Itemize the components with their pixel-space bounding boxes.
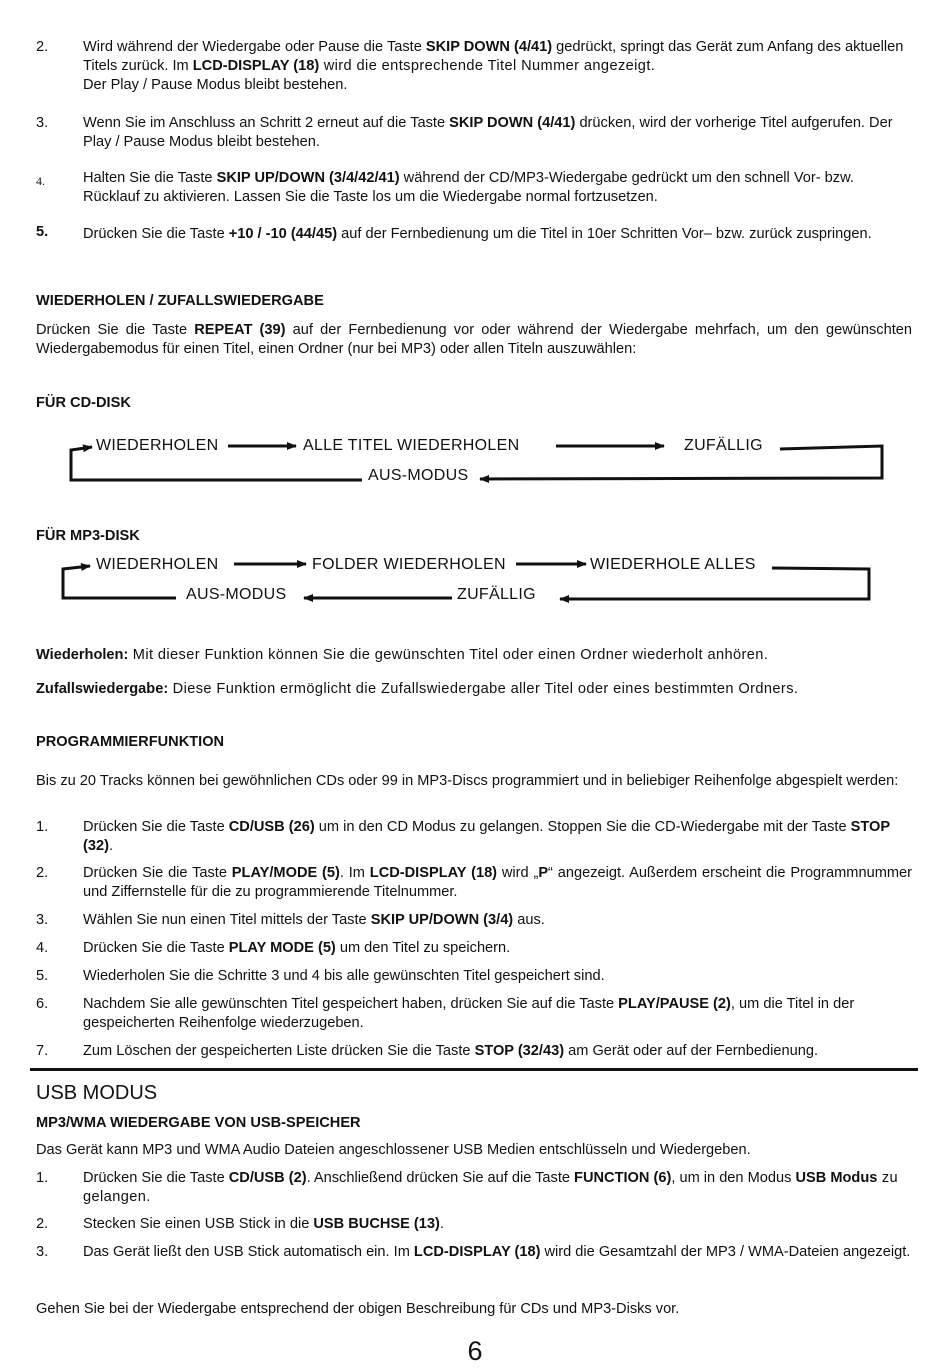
item-number: 2. — [36, 1216, 49, 1232]
mp3-label-random: ZUFÄLLIG — [457, 586, 536, 603]
usb-intro: Das Gerät kann MP3 und WMA Audio Dateien angeschlossener USB Medien entschlüsseln und Wiedergeben. — [36, 1142, 751, 1158]
item-text: Drücken Sie die Taste PLAY/MODE (5). Im LCD-DISPLAY (18) wird „P“ angezeigt. Außerdem erscheint die Programmnummer und Ziffernstelle für die zu programmierende Titelnummer. — [83, 865, 912, 900]
section-heading: WIEDERHOLEN / ZUFALLSWIEDERGABE — [36, 293, 324, 309]
item-text: Nachdem Sie alle gewünschten Titel gespeichert haben, drücken Sie auf die Taste PLAY/PAUSE (2), um die Titel in der gespeicherten Reihenfolge wiederzugeben. — [83, 996, 855, 1031]
section-divider — [30, 1068, 918, 1071]
item-text: Wenn Sie im Anschluss an Schritt 2 erneut auf die Taste SKIP DOWN (4/41) drücken, wird der vorherige Titel aufgerufen. Der Play / Pause Modus bleibt bestehen. — [83, 115, 893, 150]
list-item — [36, 818, 912, 856]
item-number: 3. — [36, 1244, 49, 1260]
item-number: 1. — [36, 819, 49, 835]
item-number: 3. — [36, 912, 49, 928]
list-item — [36, 911, 912, 930]
mp3-disk-heading: FÜR MP3-DISK — [36, 528, 140, 544]
item-number: 4. — [36, 940, 49, 956]
item-number: 2. — [36, 865, 49, 881]
item-text: Stecken Sie einen USB Stick in die USB BUCHSE (13). — [83, 1216, 444, 1232]
program-heading: PROGRAMMIERFUNKTION — [36, 734, 225, 750]
item-number: 2. — [36, 39, 49, 55]
item-text: Drücken Sie die Taste PLAY MODE (5) um den Titel zu speichern. — [83, 940, 511, 956]
cd-label-repeat-all: ALLE TITEL WIEDERHOLEN — [303, 437, 520, 454]
item-text: Wird während der Wiedergabe oder Pause die Taste SKIP DOWN (4/41) gedrückt, springt das Gerät zum Anfang des aktuellen Titels zurück. Im LCD-DISPLAY (18) wird die entsprechende Titel Nummer angezeigt. Der Play / Pause Modus bleibt bestehen. — [83, 39, 904, 93]
usb-subheading: MP3/WMA WIEDERGABE VON USB-SPEICHER — [36, 1115, 361, 1131]
item-text: Drücken Sie die Taste +10 / -10 (44/45) auf der Fernbedienung um die Titel in 10er Schritten Vor– bzw. zurück zuspringen. — [83, 226, 872, 242]
cd-label-random: ZUFÄLLIG — [684, 437, 763, 454]
list-item — [36, 1042, 912, 1061]
cd-disk-heading: FÜR CD-DISK — [36, 395, 131, 411]
mp3-label-folder: FOLDER WIEDERHOLEN — [312, 556, 506, 573]
cd-label-off: AUS-MODUS — [368, 467, 469, 484]
list-item — [36, 939, 912, 958]
item-number: 3. — [36, 115, 49, 131]
list-item — [36, 1243, 912, 1262]
page-number: 6 — [467, 1336, 483, 1366]
item-number: 5. — [36, 224, 49, 240]
item-text: Wiederholen Sie die Schritte 3 und 4 bis alle gewünschten Titel gespeichert sind. — [83, 968, 605, 984]
mp3-label-repeat: WIEDERHOLEN — [96, 556, 219, 573]
item-number: 4. — [36, 174, 45, 188]
cd-return-arrow — [480, 446, 882, 479]
definition-random: Zufallswiedergabe: Diese Funktion ermöglicht die Zufallswiedergabe aller Titel oder eines bestimmten Ordners. — [36, 681, 799, 697]
usb-footer-note: Gehen Sie bei der Wiedergabe entsprechend der obigen Beschreibung für CDs und MP3-Disks vor. — [36, 1301, 680, 1317]
list-item — [36, 967, 912, 986]
item-number: 1. — [36, 1170, 49, 1186]
list-item — [36, 1215, 912, 1234]
item-text: Das Gerät ließt den USB Stick automatisch ein. Im LCD-DISPLAY (18) wird die Gesamtzahl der MP3 / WMA-Dateien angezeigt. — [83, 1244, 911, 1260]
item-text: Drücken Sie die Taste CD/USB (26) um in den CD Modus zu gelangen. Stoppen Sie die CD-Wiedergabe mit der Taste STOP (32). — [83, 819, 890, 854]
list-item — [36, 864, 912, 902]
item-number: 6. — [36, 996, 49, 1012]
item-number: 5. — [36, 968, 49, 984]
list-item — [36, 995, 912, 1033]
mp3-label-off: AUS-MODUS — [186, 586, 287, 603]
definition-repeat: Wiederholen: Mit dieser Funktion können Sie die gewünschten Titel oder einen Ordner wiederholt anhören. — [36, 647, 769, 663]
item-text: Drücken Sie die Taste CD/USB (2). Anschließend drücken Sie auf die Taste FUNCTION (6), um in den Modus USB Modus zu gelangen. — [83, 1170, 899, 1205]
item-text: Zum Löschen der gespeicherten Liste drücken Sie die Taste STOP (32/43) am Gerät oder auf der Fernbedienung. — [83, 1043, 819, 1059]
repeat-description: Drücken Sie die Taste REPEAT (39) auf der Fernbedienung vor oder während der Wiedergabe mehrfach, um den gewünschten Wiedergabemodus für einen Titel, einen Ordner (nur bei MP3) oder allen Titeln auszuwählen: — [36, 322, 912, 357]
mp3-label-all: WIEDERHOLE ALLES — [590, 556, 756, 573]
list-item — [36, 1169, 912, 1207]
cd-label-repeat: WIEDERHOLEN — [96, 437, 219, 454]
item-text: Halten Sie die Taste SKIP UP/DOWN (3/4/42/41) während der CD/MP3-Wiedergabe gedrückt um den schnell Vor- bzw. Rücklauf zu aktivieren. Lassen Sie die Taste los um die Wiedergabe normal fortzusetzen. — [83, 170, 854, 205]
item-number: 7. — [36, 1043, 49, 1059]
usb-section-title: USB MODUS — [36, 1082, 158, 1104]
program-intro: Bis zu 20 Tracks können bei gewöhnlichen CDs oder 99 in MP3-Discs programmiert und in beliebiger Reihenfolge abgespielt werden: — [36, 773, 899, 789]
item-text: Wählen Sie nun einen Titel mittels der Taste SKIP UP/DOWN (3/4) aus. — [83, 912, 545, 928]
